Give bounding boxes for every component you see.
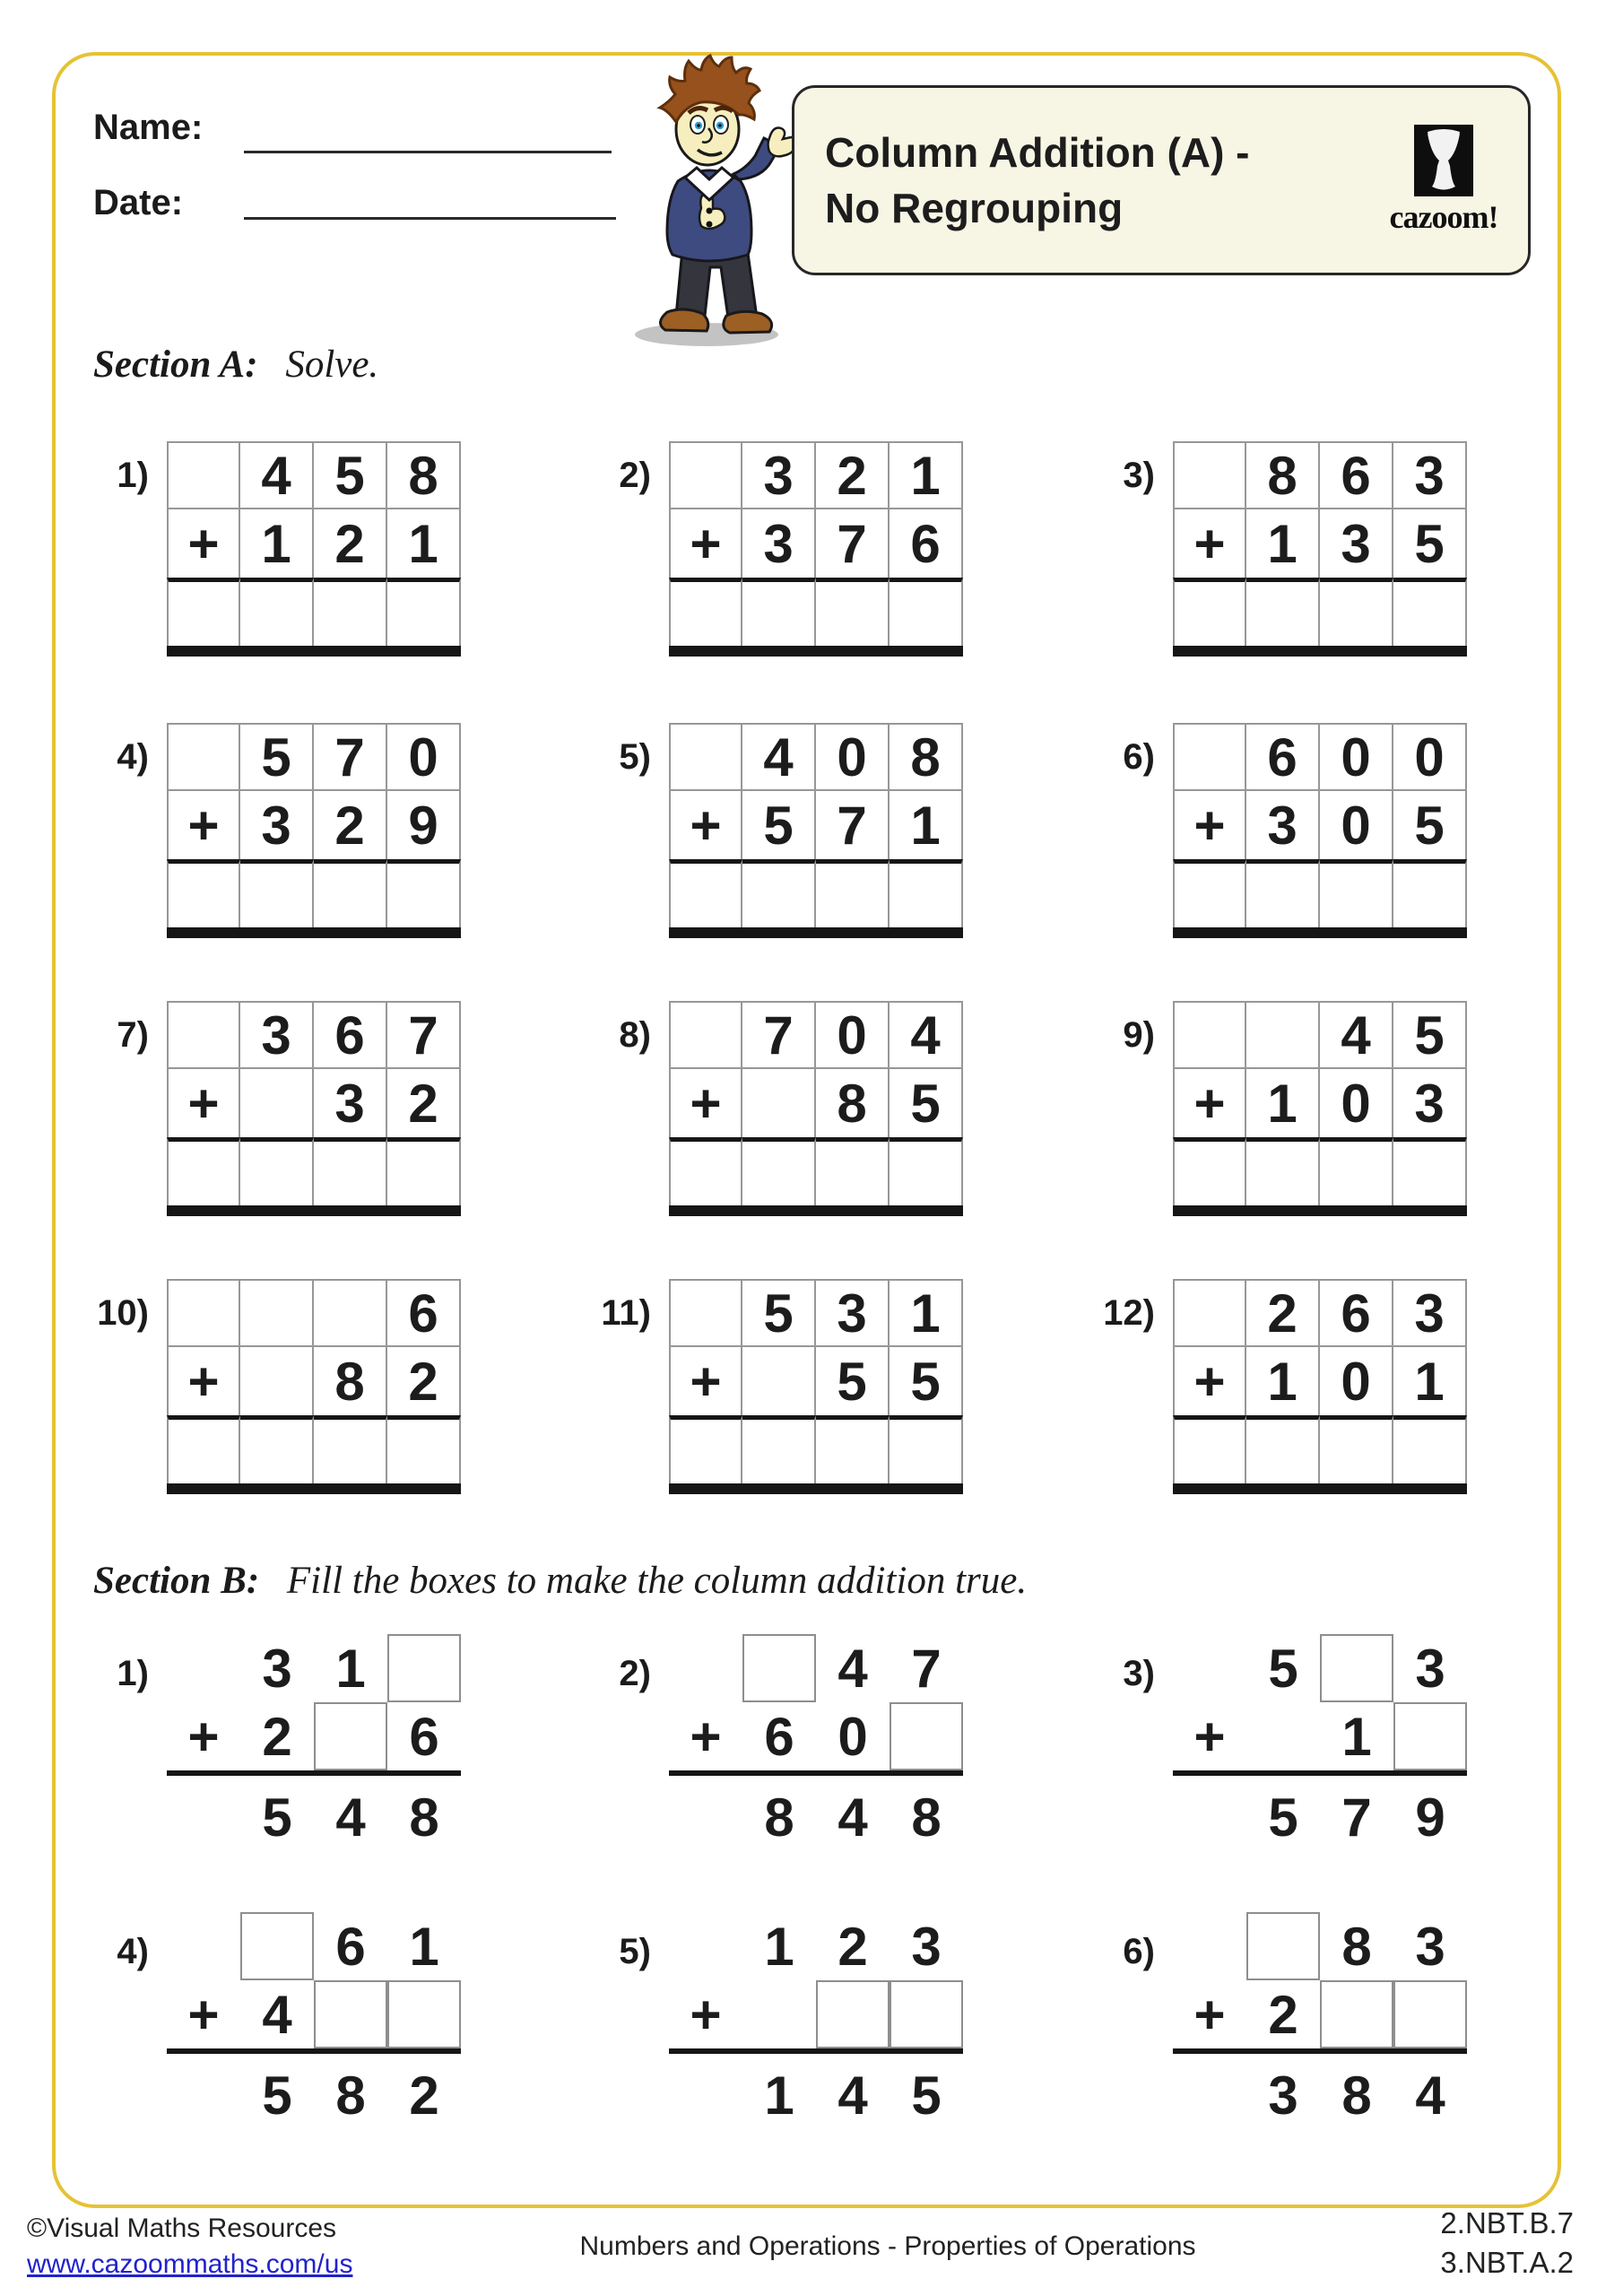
digit: 6 <box>335 1916 366 1977</box>
fill-box[interactable] <box>1246 1912 1320 1980</box>
answer-cell[interactable] <box>240 1415 314 1483</box>
answer-digit: 4 <box>838 1787 868 1848</box>
digit-cell: 7 <box>816 791 890 859</box>
digit-cell <box>669 441 742 509</box>
grid-bottom-bar <box>167 646 461 657</box>
digit-cell: 5 <box>1393 791 1467 859</box>
digit-cell: 6 <box>1246 723 1320 791</box>
answer-digit: 4 <box>335 1787 366 1848</box>
sum-line <box>1173 1770 1467 1776</box>
fill-in-problem <box>669 1634 963 1858</box>
digit-cell: 2 <box>314 791 387 859</box>
digit-cell: 0 <box>1320 791 1393 859</box>
section-a-label: Section A: <box>93 344 258 386</box>
plus-sign: + <box>1173 791 1246 859</box>
plus-sign: + <box>1193 1706 1226 1767</box>
answer-cell[interactable] <box>387 859 461 927</box>
problem-number: 8) <box>619 1015 651 1055</box>
answer-cell[interactable] <box>1173 578 1246 646</box>
answer-cell[interactable] <box>890 1137 963 1205</box>
digit: 1 <box>1341 1706 1372 1767</box>
standard-code-2: 3.NBT.A.2 <box>1440 2246 1574 2279</box>
digit: 6 <box>764 1706 794 1767</box>
digit: 1 <box>335 1638 366 1699</box>
digit-cell: 6 <box>387 1279 461 1347</box>
answer-digit: 7 <box>1341 1787 1372 1848</box>
fill-in-problem <box>167 1912 461 2136</box>
fill-box[interactable] <box>1393 1980 1467 2048</box>
problem-number: 2) <box>619 1654 651 1693</box>
digit-cell: 1 <box>1246 1347 1320 1415</box>
digit-cell: 2 <box>387 1069 461 1137</box>
problem-number: 6) <box>1123 737 1155 777</box>
section-b-label: Section B: <box>93 1560 260 1602</box>
digit-cell <box>240 1069 314 1137</box>
grid-bottom-bar <box>1173 646 1467 657</box>
answer-cell[interactable] <box>742 578 816 646</box>
addition-grid <box>1173 1001 1467 1205</box>
digit: 0 <box>838 1706 868 1767</box>
digit: 2 <box>838 1916 868 1977</box>
answer-cell[interactable] <box>1320 1137 1393 1205</box>
footer-copyright: ©Visual Maths Resources <box>27 2213 337 2243</box>
sum-line <box>167 2048 461 2054</box>
fill-box[interactable] <box>1320 1634 1393 1702</box>
problem-number: 4) <box>117 1932 149 1971</box>
title-box <box>792 85 1531 275</box>
answer-cell[interactable] <box>1173 1415 1246 1483</box>
answer-digit: 8 <box>409 1787 439 1848</box>
digit-cell: 1 <box>240 509 314 578</box>
problem-number: 1) <box>117 456 149 495</box>
section-b-instruction: Fill the boxes to make the column addition true. <box>286 1560 1028 1602</box>
digit-cell <box>669 723 742 791</box>
answer-cell[interactable] <box>1393 1415 1467 1483</box>
digit-cell <box>167 723 240 791</box>
fill-in-problem <box>167 1634 461 1858</box>
answer-digit: 5 <box>1268 1787 1298 1848</box>
digit-cell <box>742 1347 816 1415</box>
answer-cell[interactable] <box>890 1415 963 1483</box>
digit-cell: 7 <box>816 509 890 578</box>
worksheet-title <box>794 125 1372 236</box>
digit-cell: 5 <box>816 1347 890 1415</box>
plus-sign: + <box>1193 1984 1226 2045</box>
digit-cell: 9 <box>387 791 461 859</box>
digit-cell: 6 <box>1320 1279 1393 1347</box>
footer-topic: Numbers and Operations - Properties of Operations <box>579 2231 1196 2261</box>
digit-cell: 7 <box>742 1001 816 1069</box>
answer-cell[interactable] <box>816 578 890 646</box>
digit-cell: 0 <box>387 723 461 791</box>
digit-cell: 3 <box>1393 1069 1467 1137</box>
digit-cell: 5 <box>314 441 387 509</box>
plus-sign: + <box>1173 1069 1246 1137</box>
problem-number: 9) <box>1123 1015 1155 1055</box>
student-character-illustration <box>615 54 821 350</box>
answer-cell[interactable] <box>1246 578 1320 646</box>
digit-cell: 5 <box>240 723 314 791</box>
answer-cell[interactable] <box>167 1137 240 1205</box>
standard-code-1: 2.NBT.B.7 <box>1440 2206 1574 2239</box>
name-label: Name: <box>93 108 204 147</box>
fill-box[interactable] <box>890 1702 963 1770</box>
digit-cell: 1 <box>1246 509 1320 578</box>
sum-line <box>669 1770 963 1776</box>
digit: 7 <box>911 1638 942 1699</box>
digit-cell: 0 <box>816 1001 890 1069</box>
digit-cell: 5 <box>890 1069 963 1137</box>
plus-sign: + <box>167 509 240 578</box>
digit: 3 <box>911 1916 942 1977</box>
title-line-2: No Regrouping <box>825 185 1124 231</box>
answer-cell[interactable] <box>669 1415 742 1483</box>
answer-cell[interactable] <box>314 578 387 646</box>
addition-grid <box>1173 723 1467 927</box>
section-a-instruction: Solve. <box>285 344 379 386</box>
answer-cell[interactable] <box>890 578 963 646</box>
digit-cell: 8 <box>890 723 963 791</box>
answer-cell[interactable] <box>816 1415 890 1483</box>
fill-box[interactable] <box>314 1702 387 1770</box>
plus-sign: + <box>669 791 742 859</box>
answer-digit: 8 <box>335 2065 366 2126</box>
date-input-line[interactable] <box>244 217 616 220</box>
digit-cell <box>1173 1001 1246 1069</box>
digit-cell <box>1246 1001 1320 1069</box>
digit-cell: 6 <box>314 1001 387 1069</box>
addition-grid <box>669 441 963 646</box>
digit-cell <box>1173 1279 1246 1347</box>
digit: 8 <box>1341 1916 1372 1977</box>
fill-in-problem <box>669 1912 963 2136</box>
digit-cell <box>669 1279 742 1347</box>
problem-number: 5) <box>619 1932 651 1971</box>
digit-cell: 8 <box>1246 441 1320 509</box>
answer-cell[interactable] <box>387 1415 461 1483</box>
digit: 4 <box>838 1638 868 1699</box>
digit-cell <box>167 1001 240 1069</box>
name-input-line[interactable] <box>244 151 612 153</box>
digit-cell <box>240 1279 314 1347</box>
digit: 3 <box>262 1638 292 1699</box>
answer-cell[interactable] <box>1393 1137 1467 1205</box>
digit-cell: 3 <box>240 1001 314 1069</box>
grid-bottom-bar <box>1173 1483 1467 1494</box>
digit-cell <box>167 441 240 509</box>
section-a-header <box>93 343 378 387</box>
digit-cell: 0 <box>1320 1347 1393 1415</box>
answer-cell[interactable] <box>387 578 461 646</box>
digit-cell: 0 <box>1393 723 1467 791</box>
answer-digit: 5 <box>262 2065 292 2126</box>
digit-cell: 3 <box>314 1069 387 1137</box>
digit-cell <box>1173 723 1246 791</box>
fill-box[interactable] <box>1393 1702 1467 1770</box>
digit-cell <box>742 1069 816 1137</box>
digit-cell: 5 <box>1393 1001 1467 1069</box>
digit-cell: 8 <box>314 1347 387 1415</box>
digit-cell: 6 <box>1320 441 1393 509</box>
fill-box[interactable] <box>1320 1980 1393 2048</box>
addition-grid <box>1173 1279 1467 1483</box>
addition-grid <box>167 723 461 927</box>
plus-sign: + <box>690 1984 722 2045</box>
grid-bottom-bar <box>669 927 963 938</box>
grid-bottom-bar <box>1173 1205 1467 1216</box>
addition-grid <box>167 1279 461 1483</box>
digit-cell: 3 <box>1393 441 1467 509</box>
digit-cell: 3 <box>1246 791 1320 859</box>
digit: 1 <box>409 1916 439 1977</box>
problem-number: 10) <box>97 1293 149 1333</box>
plus-sign: + <box>669 1069 742 1137</box>
problem-number: 11) <box>601 1293 651 1333</box>
digit-cell: 1 <box>890 791 963 859</box>
digit-cell: 2 <box>314 509 387 578</box>
answer-cell[interactable] <box>1393 859 1467 927</box>
digit: 6 <box>409 1706 439 1767</box>
digit-cell: 4 <box>1320 1001 1393 1069</box>
answer-cell[interactable] <box>669 1137 742 1205</box>
answer-cell[interactable] <box>167 859 240 927</box>
title-line-1: Column Addition (A) - <box>825 129 1250 176</box>
problem-number: 7) <box>117 1015 149 1055</box>
plus-sign: + <box>669 1347 742 1415</box>
grid-bottom-bar <box>669 646 963 657</box>
addition-grid <box>669 1279 963 1483</box>
answer-digit: 4 <box>838 2065 868 2126</box>
date-label: Date: <box>93 183 184 222</box>
digit-cell <box>669 1001 742 1069</box>
digit-cell: 2 <box>1246 1279 1320 1347</box>
answer-cell[interactable] <box>1320 859 1393 927</box>
digit-cell: 5 <box>890 1347 963 1415</box>
digit-cell: 3 <box>742 509 816 578</box>
digit: 5 <box>1268 1638 1298 1699</box>
answer-cell[interactable] <box>1393 578 1467 646</box>
answer-cell[interactable] <box>1246 1415 1320 1483</box>
digit-cell: 2 <box>816 441 890 509</box>
plus-sign: + <box>1173 1347 1246 1415</box>
sum-line <box>669 2048 963 2054</box>
digit-cell <box>314 1279 387 1347</box>
digit-cell: 2 <box>387 1347 461 1415</box>
answer-cell[interactable] <box>816 1137 890 1205</box>
digit: 2 <box>1268 1984 1298 2045</box>
answer-cell[interactable] <box>1246 1137 1320 1205</box>
digit-cell: 7 <box>387 1001 461 1069</box>
answer-cell[interactable] <box>669 578 742 646</box>
answer-digit: 9 <box>1415 1787 1445 1848</box>
digit-cell: 7 <box>314 723 387 791</box>
fill-box[interactable] <box>742 1634 816 1702</box>
digit: 1 <box>764 1916 794 1977</box>
problem-number: 3) <box>1123 456 1155 495</box>
digit-cell: 0 <box>816 723 890 791</box>
sum-line <box>167 1770 461 1776</box>
plus-sign: + <box>187 1984 220 2045</box>
plus-sign: + <box>187 1706 220 1767</box>
problem-number: 1) <box>117 1654 149 1693</box>
answer-cell[interactable] <box>1246 859 1320 927</box>
digit-cell: 1 <box>890 441 963 509</box>
answer-cell[interactable] <box>742 859 816 927</box>
answer-cell[interactable] <box>742 1137 816 1205</box>
digit-cell: 5 <box>742 1279 816 1347</box>
grid-bottom-bar <box>669 1205 963 1216</box>
answer-cell[interactable] <box>816 859 890 927</box>
digit-cell: 3 <box>816 1279 890 1347</box>
answer-cell[interactable] <box>240 859 314 927</box>
digit-cell: 3 <box>742 441 816 509</box>
answer-digit: 8 <box>911 1787 942 1848</box>
fill-box[interactable] <box>314 1980 387 2048</box>
plus-sign: + <box>167 1347 240 1415</box>
plus-sign: + <box>690 1706 722 1767</box>
digit: 3 <box>1415 1638 1445 1699</box>
answer-cell[interactable] <box>240 578 314 646</box>
answer-cell[interactable] <box>314 859 387 927</box>
answer-cell[interactable] <box>1320 1415 1393 1483</box>
grid-bottom-bar <box>167 927 461 938</box>
addition-grid <box>669 1001 963 1205</box>
answer-cell[interactable] <box>240 1137 314 1205</box>
digit-cell <box>1173 441 1246 509</box>
digit-cell: 1 <box>890 1279 963 1347</box>
problem-number: 12) <box>1103 1293 1155 1333</box>
digit-cell: 4 <box>890 1001 963 1069</box>
digit-cell <box>240 1347 314 1415</box>
answer-digit: 5 <box>911 2065 942 2126</box>
digit-cell: 3 <box>240 791 314 859</box>
problem-number: 4) <box>117 737 149 777</box>
plus-sign: + <box>669 509 742 578</box>
addition-grid <box>1173 441 1467 646</box>
digit-cell: 1 <box>1246 1069 1320 1137</box>
section-b-header <box>93 1559 1027 1603</box>
answer-cell[interactable] <box>890 859 963 927</box>
fill-box[interactable] <box>890 1980 963 2048</box>
problem-number: 6) <box>1123 1932 1155 1971</box>
addition-grid <box>167 1001 461 1205</box>
addition-grid <box>167 441 461 646</box>
answer-digit: 8 <box>1341 2065 1372 2126</box>
answer-cell[interactable] <box>167 1415 240 1483</box>
digit-cell: 5 <box>1393 509 1467 578</box>
answer-cell[interactable] <box>314 1415 387 1483</box>
digit-cell: 3 <box>1320 509 1393 578</box>
plus-sign: + <box>1173 509 1246 578</box>
answer-cell[interactable] <box>167 578 240 646</box>
digit-cell: 8 <box>387 441 461 509</box>
fill-box[interactable] <box>240 1912 314 1980</box>
grid-bottom-bar <box>167 1483 461 1494</box>
answer-digit: 4 <box>1415 2065 1445 2126</box>
answer-cell[interactable] <box>742 1415 816 1483</box>
answer-cell[interactable] <box>314 1137 387 1205</box>
answer-cell[interactable] <box>1173 1137 1246 1205</box>
digit-cell: 5 <box>742 791 816 859</box>
digit: 3 <box>1415 1916 1445 1977</box>
digit-cell: 4 <box>742 723 816 791</box>
digit-cell: 3 <box>1393 1279 1467 1347</box>
fill-box[interactable] <box>387 1980 461 2048</box>
answer-cell[interactable] <box>1320 578 1393 646</box>
plus-sign: + <box>167 791 240 859</box>
answer-digit: 2 <box>409 2065 439 2126</box>
answer-cell[interactable] <box>1173 859 1246 927</box>
answer-cell[interactable] <box>669 859 742 927</box>
digit-cell: 8 <box>816 1069 890 1137</box>
fill-in-problem <box>1173 1912 1467 2136</box>
problem-number: 3) <box>1123 1654 1155 1693</box>
answer-digit: 8 <box>764 1787 794 1848</box>
grid-bottom-bar <box>167 1205 461 1216</box>
problem-number: 5) <box>619 737 651 777</box>
digit: 4 <box>262 1984 292 2045</box>
digit: 2 <box>262 1706 292 1767</box>
fill-in-problem <box>1173 1634 1467 1858</box>
digit-cell: 1 <box>1393 1347 1467 1415</box>
answer-digit: 1 <box>764 2065 794 2126</box>
digit-cell: 0 <box>1320 1069 1393 1137</box>
fill-box[interactable] <box>387 1634 461 1702</box>
footer-link[interactable]: www.cazoommaths.com/us <box>27 2249 353 2279</box>
cazoom-logo <box>1372 125 1515 236</box>
plus-sign: + <box>167 1069 240 1137</box>
problem-number: 2) <box>619 456 651 495</box>
answer-cell[interactable] <box>387 1137 461 1205</box>
digit-cell: 6 <box>890 509 963 578</box>
cazoom-logo-text: cazoom! <box>1389 199 1498 235</box>
grid-bottom-bar <box>1173 927 1467 938</box>
digit-cell: 0 <box>1320 723 1393 791</box>
digit-cell: 4 <box>240 441 314 509</box>
digit-cell: 1 <box>387 509 461 578</box>
answer-digit: 5 <box>262 1787 292 1848</box>
sum-line <box>1173 2048 1467 2054</box>
fill-box[interactable] <box>816 1980 890 2048</box>
addition-grid <box>669 723 963 927</box>
digit-cell <box>167 1279 240 1347</box>
grid-bottom-bar <box>669 1483 963 1494</box>
drum-logo-icon <box>1414 125 1473 196</box>
answer-digit: 3 <box>1268 2065 1298 2126</box>
